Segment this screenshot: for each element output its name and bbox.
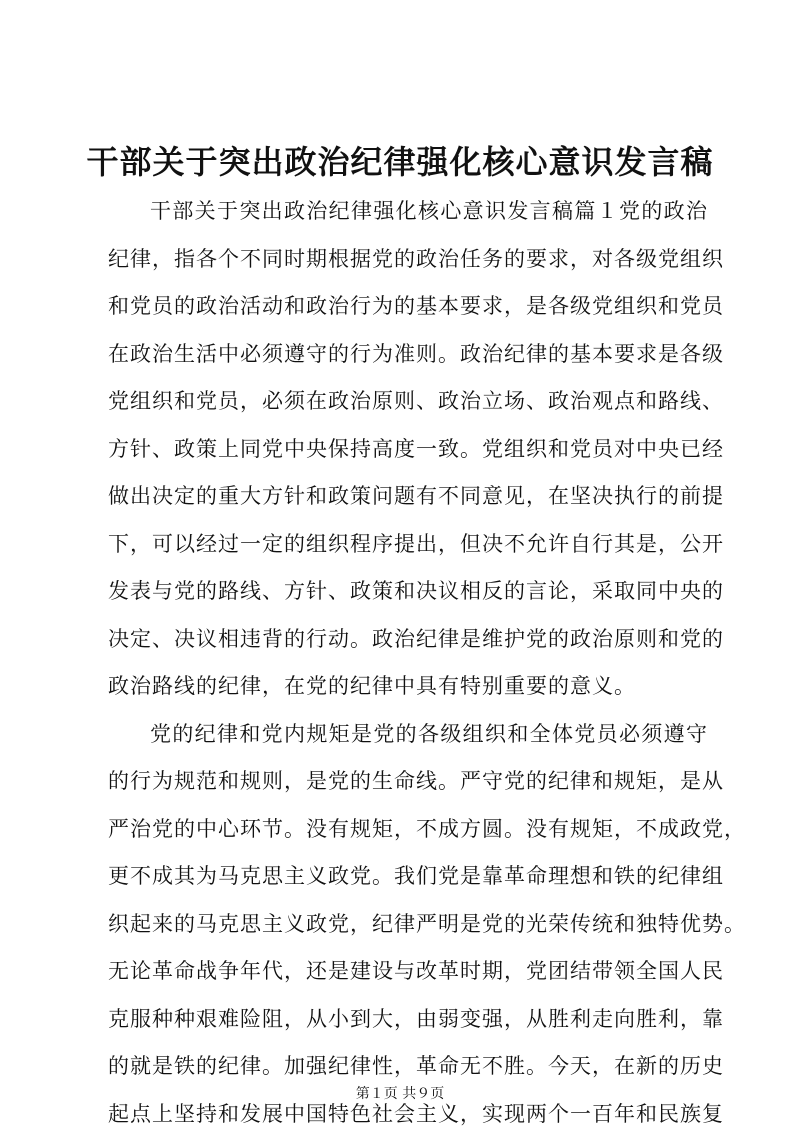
paragraph-1-line: 政治路线的纪律，在党的纪律中具有特别重要的意义。 (108, 663, 708, 711)
page-number-footer: 第１页 共９页 (0, 1085, 800, 1103)
paragraph-2-line: 织起来的马克思主义政党，纪律严明是党的光荣传统和独特优势。 (108, 901, 708, 949)
paragraph-2-line: 无论革命战争年代，还是建设与改革时期，党团结带领全国人民 (108, 948, 708, 996)
paragraph-1-line: 下，可以经过一定的组织程序提出，但决不允许自行其是，公开 (108, 521, 708, 569)
paragraph-1-line: 决定、决议相违背的行动。政治纪律是维护党的政治原则和党的 (108, 616, 708, 664)
paragraph-1-line: 纪律，指各个不同时期根据党的政治任务的要求，对各级党组织 (108, 236, 708, 284)
paragraph-1-line: 和党员的政治活动和政治行为的基本要求，是各级党组织和党员 (108, 283, 708, 331)
paragraph-2-line: 克服种种艰难险阻，从小到大，由弱变强，从胜利走向胜利，靠 (108, 996, 708, 1044)
paragraph-2-line: 的行为规范和规则，是党的生命线。严守党的纪律和规矩，是从 (108, 758, 708, 806)
paragraph-1-line: 在政治生活中必须遵守的行为准则。政治纪律的基本要求是各级 (108, 331, 708, 379)
document-title: 干部关于突出政治纪律强化核心意识发言稿 (0, 142, 800, 182)
paragraph-2-line: 更不成其为马克思主义政党。我们党是靠革命理想和铁的纪律组 (108, 853, 708, 901)
paragraph-1-line: 干部关于突出政治纪律强化核心意识发言稿篇１党的政治 (108, 188, 708, 236)
paragraph-1-line: 做出决定的重大方针和政策问题有不同意见，在坚决执行的前提 (108, 473, 708, 521)
paragraph-2-line: 党的纪律和党内规矩是党的各级组织和全体党员必须遵守 (108, 711, 708, 759)
document-body (108, 188, 708, 1138)
paragraph-2-line: 起点上坚持和发展中国特色社会主义，实现两个一百年和民族复 (108, 1091, 708, 1138)
paragraph-2-line: 的就是铁的纪律。加强纪律性，革命无不胜。今天，在新的历史 (108, 1043, 708, 1091)
paragraph-2-line: 严治党的中心环节。没有规矩，不成方圆。没有规矩，不成政党， (108, 806, 708, 854)
paragraph-1-line: 发表与党的路线、方针、政策和决议相反的言论，采取同中央的 (108, 568, 708, 616)
paragraph-1-line: 方针、政策上同党中央保持高度一致。党组织和党员对中央已经 (108, 426, 708, 474)
paragraph-1-line: 党组织和党员，必须在政治原则、政治立场、政治观点和路线、 (108, 378, 708, 426)
